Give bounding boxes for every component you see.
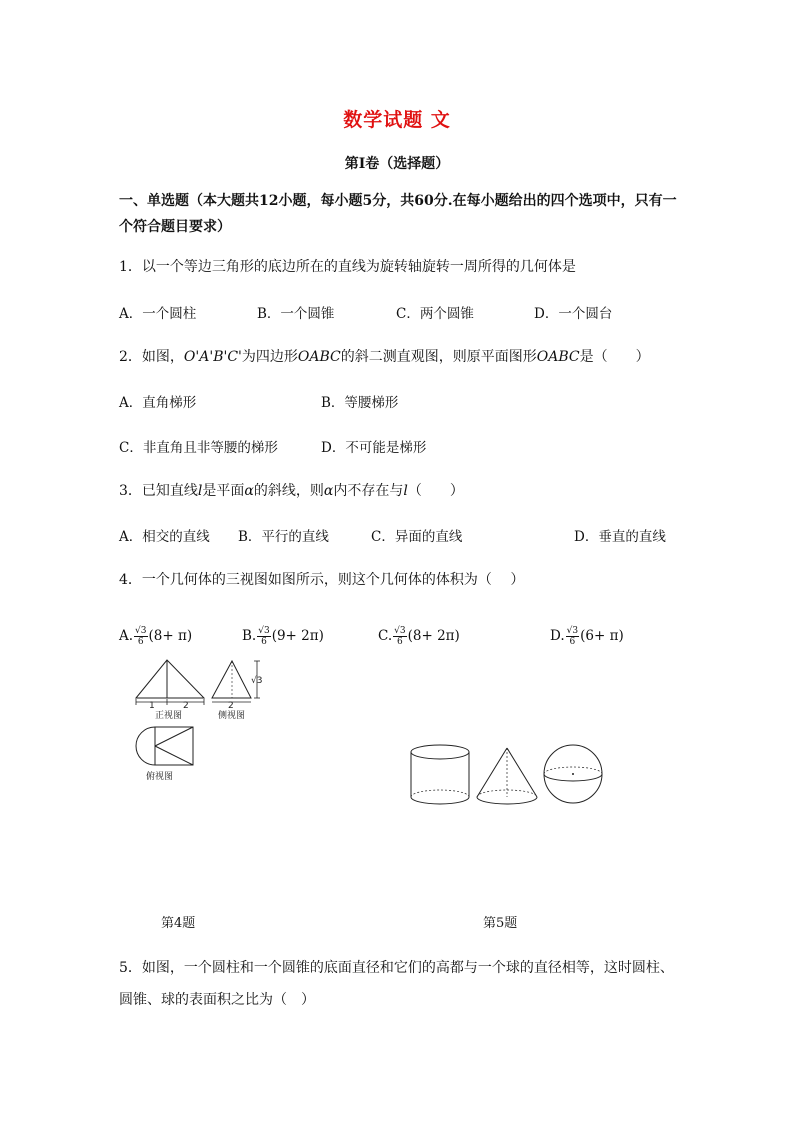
q3-option-d: D．垂直的直线: [574, 529, 666, 545]
question-5-line-2: 圆锥、球的表面积之比为（ ）: [119, 992, 315, 1008]
q4-option-a: A. $\frac{√3}{6}$ (8+ π): [119, 626, 193, 647]
side-view: [212, 661, 262, 721]
q1-option-a: A．一个圆柱: [119, 306, 197, 322]
q2-option-d: D．不可能是梯形: [321, 440, 427, 456]
dim-2: 2: [183, 701, 189, 711]
question-4-stem: 4．一个几何体的三视图如图所示，则这个几何体的体积为（ ）: [119, 572, 525, 588]
q2-prefix: 2．如图，: [119, 349, 184, 365]
question-2-stem: [119, 346, 650, 366]
q4-c-fraction: $\frac{√3}{6}$: [394, 626, 406, 647]
q2-figure-name-2: OABC: [536, 349, 580, 365]
dim-1: 1: [149, 701, 155, 711]
q4-b-fraction: $\frac{√3}{6}$: [258, 626, 270, 647]
q3-line-symbol: l: [197, 483, 203, 499]
question-3-stem: [119, 480, 464, 500]
q2-option-c: C．非直角且非等腰的梯形: [119, 440, 278, 456]
q3-suffix: （ ）: [407, 483, 464, 499]
q1-option-c: C．两个圆锥: [396, 306, 474, 322]
q3-plane-symbol: α: [244, 483, 254, 499]
figure-caption-q5: 第5题: [483, 916, 518, 931]
q4-option-b: B. $\frac{√3}{6}$ (9+ 2π): [242, 626, 324, 647]
q3-option-b: B．平行的直线: [238, 529, 329, 545]
q3-prefix: 3．已知直线: [119, 483, 198, 499]
q5-solids-figure: [405, 742, 615, 812]
question-1-stem: 1．以一个等边三角形的底边所在的直线为旋转轴旋转一周所得的几何体是: [119, 259, 576, 275]
dim-height: √3: [251, 676, 263, 686]
q2-option-b: B．等腰梯形: [321, 395, 399, 411]
side-view-label: 侧视图: [218, 711, 246, 721]
q3-option-c: C．异面的直线: [371, 529, 463, 545]
q2-mid: 为四边形: [241, 349, 298, 365]
q2-figure-name: OABC: [297, 349, 341, 365]
q2-figure-prime: O'A'B'C': [183, 349, 242, 365]
q2-suffix: 是（ ）: [579, 349, 650, 365]
q4-a-fraction: $\frac{√3}{6}$: [135, 626, 147, 647]
q4-d-fraction: $\frac{√3}{6}$: [566, 626, 579, 647]
q2-option-a: A．直角梯形: [119, 395, 197, 411]
q4-option-d: D. $\frac{√3}{6}$ (6+ π): [550, 626, 624, 647]
q4-option-c: C. $\frac{√3}{6}$ (8+ 2π): [378, 626, 460, 647]
q3-mid: 是平面: [202, 483, 245, 499]
cylinder: [411, 745, 469, 804]
question-5-line-1: 5．如图，一个圆柱和一个圆锥的底面直径和它们的高都与一个球的直径相等，这时圆柱、: [119, 960, 674, 976]
front-view-label: 正视图: [155, 711, 183, 721]
figure-caption-q4: 第4题: [161, 916, 196, 931]
q3-option-a: A．相交的直线: [119, 529, 210, 545]
section-heading: 一、单选题（本大题共12小题，每小题5分，共60分.在每小题给出的四个选项中，只有一个符合题目要求）: [119, 193, 677, 235]
top-view-label: 俯视图: [146, 772, 174, 782]
sphere: [544, 745, 602, 803]
q2-mid2: 的斜二测直观图，则原平面图形: [340, 349, 537, 365]
part-heading: 第Ⅰ卷（选择题）: [344, 156, 450, 172]
q3-line-symbol-2: l: [403, 483, 408, 499]
q3-plane-symbol-2: α: [323, 483, 334, 499]
front-view: [136, 660, 204, 721]
q1-option-d: D．一个圆台: [534, 306, 613, 322]
q1-option-b: B．一个圆锥: [257, 306, 335, 322]
q3-mid3: 内不存在与: [333, 483, 404, 499]
q3-mid2: 的斜线，则: [253, 483, 324, 499]
q4-three-view-figure: [130, 655, 280, 785]
exam-title: 数学试题 文: [343, 109, 451, 131]
dim-side-base: 2: [228, 701, 234, 711]
cone: [477, 748, 537, 804]
top-view: [136, 727, 193, 782]
